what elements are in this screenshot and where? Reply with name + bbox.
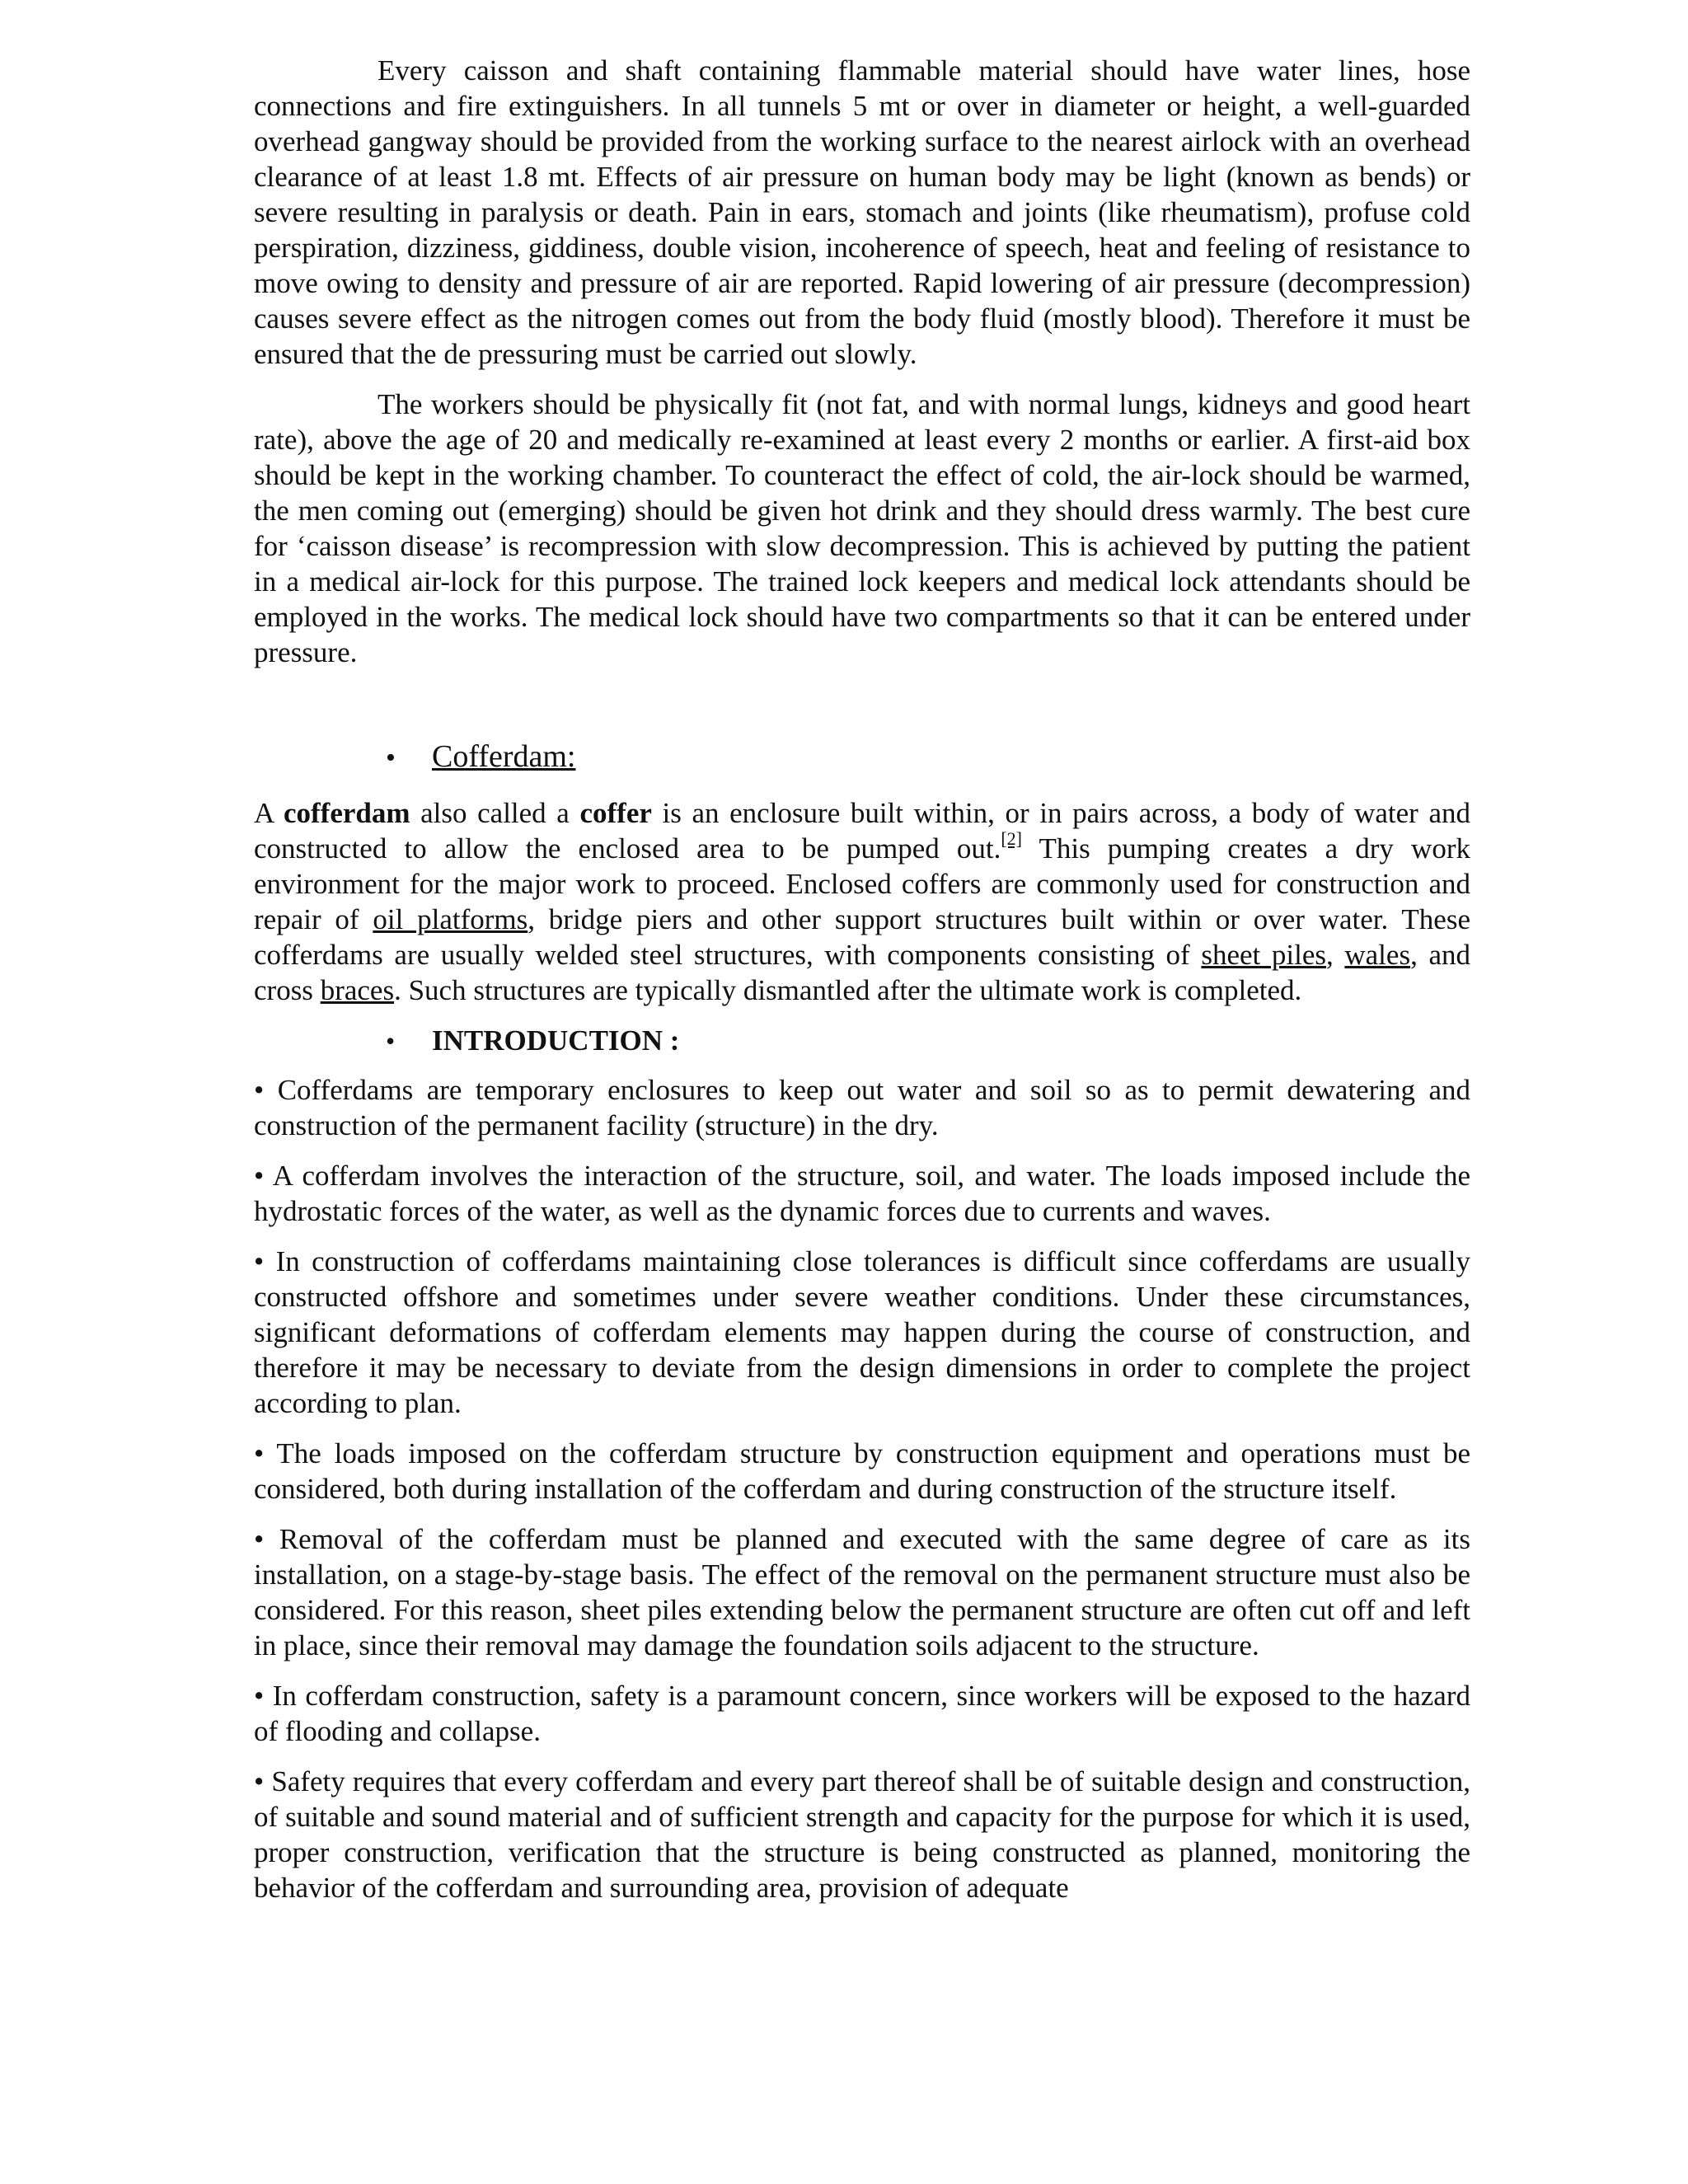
- introduction-heading: [254, 1023, 1470, 1059]
- intro-point: • A cofferdam involves the interaction of the structure, soil, and water. The loads imposed include the hydrostatic forces of the water, as well as the dynamic forces due to currents and waves.: [254, 1160, 1470, 1227]
- intro-point: • Removal of the cofferdam must be planned and executed with the same degree of care as its installation, on a stage-by-stage basis. The effect of the removal on the permanent structure must also be considered. For this reason, sheet piles extending below the permanent structure are often cut off and left in place, since their removal may damage the foundation soils adjacent to the structure.: [254, 1523, 1470, 1661]
- wales-link[interactable]: wales: [1344, 939, 1411, 971]
- caisson-safety-paragraph: Every caisson and shaft containing flammable material should have water lines, hose connections and fire extinguishers. In all tunnels 5 mt or over in diameter or height, a well-guarded overhead gangway should be provided from the working surface to the nearest airlock with an overhead clearance of at least 1.8 mt. Effects of air pressure on human body may be light (known as bends) or severe resulting in paralysis or death. Pain in ears, stomach and joints (like rheumatism), profuse cold perspiration, dizziness, giddiness, double vision, incoherence of speech, heat and feeling of resistance to move owing to density and pressure of air are reported. Rapid lowering of air pressure (decompression) causes severe effect as the nitrogen comes out from the body fluid (mostly blood). Therefore it must be ensured that the de pressuring must be carried out slowly.: [254, 54, 1470, 370]
- bullet-icon: •: [386, 1026, 396, 1056]
- cofferdam-definition-paragraph: A cofferdam also called a coffer is an enclosure built within, or in pairs across, a body of water and constructed to allow the enclosed area to be pumped out.[2] This pumping creates a dry work environment for the major work to proceed. Enclosed coffers are commonly used for construction and repair of oil platforms, bridge piers and other support structures built within or over water. These cofferdams are usually welded steel structures, with components consisting of sheet piles, wales, and cross braces. Such structures are typically dismantled after the ultimate work is completed.: [254, 797, 1470, 1006]
- term-coffer: coffer: [579, 797, 652, 829]
- sheet-piles-link[interactable]: sheet piles: [1201, 939, 1326, 971]
- intro-point: • In construction of cofferdams maintaining close tolerances is difficult since cofferdams are usually constructed offshore and sometimes under severe weather conditions. Under these circumstances, significant deformations of cofferdam elements may happen during the course of construction, and therefore it may be necessary to deviate from the design dimensions in order to complete the project according to plan.: [254, 1245, 1470, 1419]
- cofferdam-heading: [254, 738, 1470, 777]
- term-cofferdam: cofferdam: [283, 797, 410, 829]
- bullet-icon: •: [386, 743, 396, 773]
- workers-fitness-paragraph: The workers should be physically fit (not fat, and with normal lungs, kidneys and good heart rate), above the age of 20 and medically re-examined at least every 2 months or earlier. A first-aid box should be kept in the working chamber. To counteract the effect of cold, the air-lock should be warmed, the men coming out (emerging) should be given hot drink and they should dress warmly. The best cure for ‘caisson disease’ is recompression with slow decompression. This is achieved by putting the patient in a medical air-lock for this purpose. The trained lock keepers and medical lock attendants should be employed in the works. The medical lock should have two compartments so that it can be entered under pressure.: [254, 388, 1470, 668]
- intro-point: • Cofferdams are temporary enclosures to keep out water and soil so as to permit dewatering and construction of the permanent facility (structure) in the dry.: [254, 1074, 1470, 1141]
- braces-link[interactable]: braces: [320, 974, 395, 1006]
- introduction-heading-text: INTRODUCTION :: [432, 1024, 680, 1057]
- intro-point: • The loads imposed on the cofferdam structure by construction equipment and operations must be considered, both during installation of the cofferdam and during construction of the structure itself.: [254, 1437, 1470, 1505]
- reference-link[interactable]: [2]: [1001, 828, 1022, 849]
- intro-point: • Safety requires that every cofferdam and every part thereof shall be of suitable design and construction, of suitable and sound material and of sufficient strength and capacity for the purpose for which it is used, proper construction, verification that the structure is being constructed as planned, monitoring the behavior of the cofferdam and surrounding area, provision of adequate: [254, 1765, 1470, 1904]
- document-page: [254, 53, 1470, 1905]
- oil-platforms-link[interactable]: oil platforms: [373, 903, 528, 935]
- intro-point: • In cofferdam construction, safety is a paramount concern, since workers will be exposed to the hazard of flooding and collapse.: [254, 1680, 1470, 1747]
- cofferdam-heading-text: Cofferdam:: [432, 739, 576, 774]
